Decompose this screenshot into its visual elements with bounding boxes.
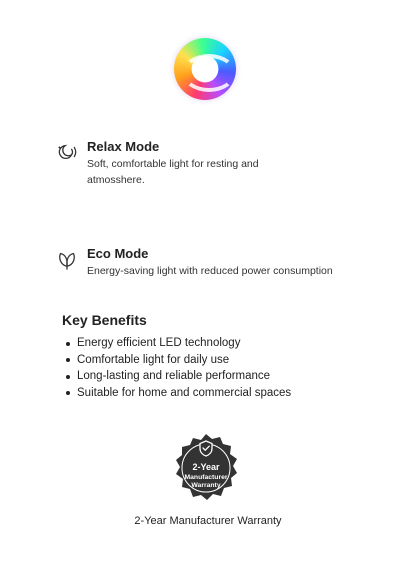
product-image [174,38,236,100]
warranty-badge-line2: Manufacturer [184,474,228,481]
eco-mode-description: Energy-saving light with reduced power consumption [87,265,333,277]
leaf-icon [56,248,78,270]
warranty-caption: 2-Year Manufacturer Warranty [134,515,282,527]
benefit-item: Long-lasting and reliable performance [66,368,291,385]
key-benefits-heading: Key Benefits [62,312,147,328]
warranty-badge-icon [170,433,242,505]
benefit-item: Comfortable light for daily use [66,352,291,369]
relax-mode-description: Soft, comfortable light for resting and atmosshere. [87,158,259,186]
relax-mode-title: Relax Mode [87,139,160,154]
moon-sound-icon [56,141,78,163]
key-benefits-list [66,335,291,401]
warranty-badge-line1: 2-Year [192,462,220,472]
eco-mode-title: Eco Mode [87,246,149,261]
benefit-item: Energy efficient LED technology [66,335,291,352]
warranty-badge-line3: Warranty [191,482,221,489]
benefit-item: Suitable for home and commercial spaces [66,385,291,402]
